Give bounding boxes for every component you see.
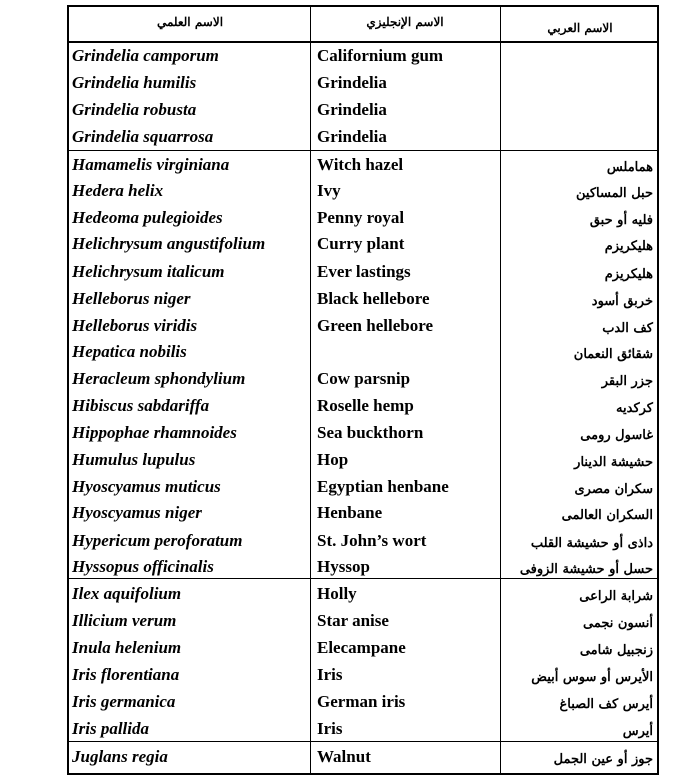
scientific-name-cell: Iris pallida <box>72 719 149 738</box>
scientific-name-cell: Iris florentiana <box>72 665 180 684</box>
scientific-name-cell: Hypericum peroforatum <box>72 531 243 550</box>
scientific-name-cell: Hepatica nobilis <box>72 342 187 361</box>
scientific-name-cell: Hedeoma pulegioides <box>72 208 223 227</box>
scientific-name-cell: Inula helenium <box>72 638 182 657</box>
scientific-name-cell: Grindelia camporum <box>72 46 219 65</box>
arabic-name-cell: كف الدب <box>602 321 653 336</box>
arabic-name-cell: أيرس <box>622 724 653 739</box>
arabic-name-cell: فليه أو حبق <box>589 213 653 228</box>
arabic-name-cell: جزر البقر <box>601 374 653 389</box>
arabic-name-cell: هماملس <box>606 160 653 175</box>
english-name-cell: Roselle hemp <box>317 396 414 415</box>
arabic-name-cell: زنجبيل شامى <box>579 643 653 658</box>
column-divider <box>310 5 311 775</box>
table-left-border <box>67 5 69 775</box>
english-name-cell: St. John’s wort <box>317 531 427 550</box>
table-right-border <box>657 5 659 775</box>
arabic-name-cell: داذى أو حشيشة القلب <box>530 536 653 551</box>
header-arabic-name: الاسم العربي <box>547 21 613 35</box>
english-name-cell: Holly <box>317 584 357 603</box>
arabic-name-cell: هليكريزم <box>604 267 653 282</box>
scientific-name-cell: Heracleum sphondylium <box>72 369 246 388</box>
english-name-cell: Elecampane <box>317 638 406 657</box>
english-name-cell: Ivy <box>317 181 341 200</box>
english-name-cell: Grindelia <box>317 127 387 146</box>
english-name-cell: Penny royal <box>317 208 405 227</box>
english-name-cell: Witch hazel <box>317 155 404 174</box>
english-name-cell: Star anise <box>317 611 389 630</box>
english-name-cell: German iris <box>317 692 406 711</box>
group-divider <box>67 150 659 151</box>
scientific-name-cell: Hyoscyamus muticus <box>72 477 221 496</box>
arabic-name-cell: حبل المساكين <box>576 186 653 201</box>
table-top-border <box>67 5 659 7</box>
arabic-name-cell: كركديه <box>616 401 653 416</box>
arabic-name-cell: سكران مصرى <box>574 482 653 497</box>
scientific-name-cell: Helichrysum italicum <box>72 262 225 281</box>
scientific-name-cell: Juglans regia <box>72 747 168 766</box>
scientific-name-cell: Humulus lupulus <box>72 450 196 469</box>
arabic-name-cell: حشيشة الدينار <box>574 455 653 470</box>
english-name-cell: Californium gum <box>317 46 444 65</box>
english-name-cell: Hyssop <box>317 557 370 576</box>
arabic-name-cell: جوز أو عين الجمل <box>553 752 653 767</box>
english-name-cell: Curry plant <box>317 234 405 253</box>
scientific-name-cell: Grindelia humilis <box>72 73 197 92</box>
scientific-name-cell: Hyoscyamus niger <box>72 503 202 522</box>
arabic-name-cell: هليكريزم <box>604 239 653 254</box>
arabic-name-cell: حسل أو حشيشة الزوفى <box>519 562 653 577</box>
arabic-name-cell: أنسون نجمى <box>583 616 653 631</box>
english-name-cell: Egyptian henbane <box>317 477 449 496</box>
column-divider <box>500 5 501 775</box>
arabic-name-cell: غاسول رومى <box>580 428 653 443</box>
arabic-name-cell: الأيرس أو سوس أبيض <box>531 670 653 685</box>
scientific-name-cell: Ilex aquifolium <box>72 584 182 603</box>
english-name-cell: Walnut <box>317 747 371 766</box>
scientific-name-cell: Helichrysum angustifolium <box>72 234 266 253</box>
group-divider <box>67 578 659 579</box>
arabic-name-cell: خربق أسود <box>591 294 653 309</box>
header-english-name: الاسم الإنجليزي <box>366 15 444 29</box>
english-name-cell: Grindelia <box>317 100 387 119</box>
scientific-name-cell: Iris germanica <box>72 692 176 711</box>
scientific-name-cell: Hyssopus officinalis <box>72 557 214 576</box>
english-name-cell: Hop <box>317 450 349 469</box>
scientific-name-cell: Hamamelis virginiana <box>72 155 230 174</box>
english-name-cell: Henbane <box>317 503 383 522</box>
english-name-cell: Iris <box>317 665 343 684</box>
english-name-cell: Ever lastings <box>317 262 411 281</box>
header-scientific-name: الاسم العلمي <box>156 15 224 29</box>
scientific-name-cell: Illicium verum <box>72 611 177 630</box>
arabic-name-cell: السكران العالمى <box>561 508 653 523</box>
arabic-name-cell: شرابة الراعى <box>579 589 653 604</box>
scientific-name-cell: Grindelia robusta <box>72 100 197 119</box>
scientific-name-cell: Helleborus niger <box>72 289 191 308</box>
arabic-name-cell: أيرس كف الصباغ <box>559 697 653 712</box>
english-name-cell: Cow parsnip <box>317 369 411 388</box>
scientific-name-cell: Hippophae rhamnoides <box>72 423 237 442</box>
english-name-cell: Iris <box>317 719 343 738</box>
header-divider <box>67 41 659 43</box>
scientific-name-cell: Hedera helix <box>72 181 164 200</box>
english-name-cell: Sea buckthorn <box>317 423 424 442</box>
scientific-name-cell: Grindelia squarrosa <box>72 127 214 146</box>
group-divider <box>67 741 659 742</box>
arabic-name-cell: شقائق النعمان <box>573 347 653 362</box>
scientific-name-cell: Hibiscus sabdariffa <box>72 396 210 415</box>
english-name-cell: Black hellebore <box>317 289 430 308</box>
english-name-cell: Grindelia <box>317 73 387 92</box>
scientific-name-cell: Helleborus viridis <box>72 316 198 335</box>
english-name-cell: Green hellebore <box>317 316 433 335</box>
